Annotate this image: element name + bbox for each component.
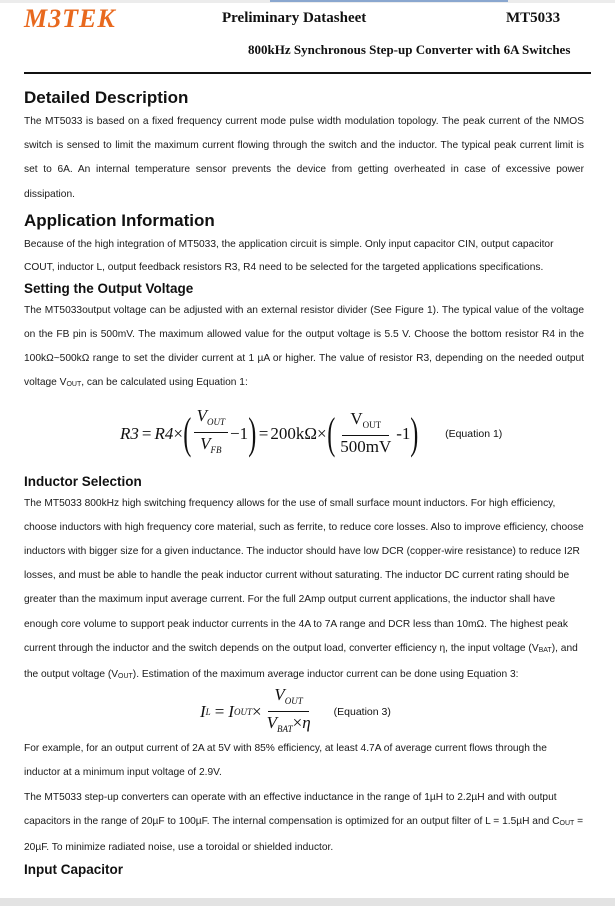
eq-symbol: R3 <box>120 423 139 443</box>
left-paren: ( <box>183 408 192 458</box>
scroll-indicator <box>270 0 508 2</box>
header-divider <box>24 72 591 74</box>
equation-3 <box>24 684 584 735</box>
numerator <box>342 409 389 436</box>
eq-symbol: R4 <box>154 423 174 443</box>
document-subtitle: 800kHz Synchronous Step-up Converter with 6A Switches <box>248 42 571 57</box>
eq-symbol: V <box>196 406 208 426</box>
text: , can be calculated using Equation 1: <box>81 377 248 389</box>
eq-symbol: η <box>302 712 311 732</box>
heading-detailed-description: Detailed Description <box>24 88 189 107</box>
subscript: FB <box>210 445 222 456</box>
text: = 20µF. To minimize radiated noise, use a toroidal or shielded inductor. <box>24 815 584 854</box>
fraction <box>337 409 394 458</box>
eq-symbol: V <box>274 684 285 704</box>
eq-symbol: I <box>200 702 206 722</box>
eq-symbol: = <box>258 423 269 443</box>
eq-symbol: V <box>200 434 211 454</box>
eq-symbol: -1 <box>396 423 411 443</box>
part-number: MT5033 <box>506 10 561 26</box>
page-content <box>24 86 584 880</box>
bottom-bar <box>0 898 615 906</box>
subscript: L <box>205 707 211 718</box>
subscript: BAT <box>276 723 293 734</box>
eq-symbol: −1 <box>230 423 249 443</box>
denominator <box>264 712 314 740</box>
equation-label: (Equation 1) <box>445 427 503 440</box>
text: The MT5033 800kHz high switching frequency allows for the use of small surface mount inductors. For high efficiency, choose inductors with high frequency core material, such as ferrite, to reduce core losses. Also to improve efficiency, choose inductors with bigger size for a given inductance. The inductor should have low DCR (copper-wire resistance) to reduce I2R losses, and must be able to handle the peak inductor current without saturating. The inductor DC current rating should be greater than the maximum input average current. For the full 2Amp output current applications, the inductor shall have enough core volume to support peak inductor currents in the 4A to 7A range and DCR less than 10mΩ. The highest peak current through the inductor and the switch depends on the output load, converter efficiency η, the input voltage (V <box>24 497 584 654</box>
subscript: OUT <box>233 707 252 718</box>
fraction <box>194 406 228 461</box>
right-paren: ) <box>248 408 257 458</box>
eq-symbol: V <box>350 409 363 429</box>
subscript: OUT <box>284 695 303 706</box>
text: ), and the output voltage (V <box>24 642 578 681</box>
left-paren: ( <box>326 408 335 458</box>
paragraph-setting-output-voltage <box>24 299 584 398</box>
eq-symbol: × <box>251 702 262 722</box>
document-title: Preliminary Datasheet <box>222 10 367 26</box>
eq-symbol: V <box>266 712 277 732</box>
text: The MT5033output voltage can be adjusted with an external resistor divider (See Figure 1). The typical value of the voltage on the FB pin is 500mV. The maximum allowed value for the output voltage is 5.5 V. Choose the bottom resistor R4 in the 100kΩ~500kΩ range to set the divider current at 1 µA or higher. The value of resistor R3, depending on the needed output voltage V <box>24 304 584 389</box>
company-logo: M3TEK <box>24 4 116 33</box>
denominator <box>197 433 224 461</box>
subscript: BAT <box>538 646 552 654</box>
numerator <box>268 685 308 712</box>
eq-symbol: = <box>214 702 225 722</box>
heading-inductor-selection: Inductor Selection <box>24 473 142 489</box>
right-paren: ) <box>410 408 419 458</box>
equation-1 <box>24 402 584 466</box>
fraction <box>264 685 314 740</box>
top-strip <box>0 0 615 3</box>
heading-application-information: Application Information <box>24 210 215 230</box>
heading-input-capacitor: Input Capacitor <box>24 862 124 878</box>
heading-setting-output-voltage: Setting the Output Voltage <box>24 280 194 296</box>
text: The MT5033 step-up converters can operate with an effective inductance in the range of 1µH to 2.2µH and with output capacitors in the range of 20µF to 100µF. The internal compensation is optimized for an output filter of L = 1.5µH and C <box>24 791 560 827</box>
eq-symbol: × <box>317 423 327 443</box>
subscript: OUT <box>362 420 382 431</box>
paragraph-application-information: Because of the high integration of MT5033, the application circuit is simple. Only input capacitor CIN, output capacitor COUT, inductor L, output feedback resistors R3, R4 need to be selected for the targeted applications specifications. <box>24 238 554 273</box>
denominator: 500mV <box>340 437 392 457</box>
paragraph-inductor-selection <box>24 492 584 690</box>
paragraph-inductor-example: For example, for an output current of 2A at 5V with 85% efficiency, at least 4.7A of average current flows through the inductor at a minimum input voltage of 2.9V. <box>24 743 547 779</box>
eq-symbol: = <box>141 423 152 443</box>
paragraph-inductor-range <box>24 786 584 861</box>
equation-label: (Equation 3) <box>333 706 391 719</box>
eq-symbol: × <box>292 712 303 732</box>
numerator <box>194 406 228 433</box>
subscript: OUT <box>118 673 133 681</box>
eq-symbol: 200kΩ <box>270 423 318 443</box>
text: ). Estimation of the maximum average inductor current can be done using Equation 3: <box>132 669 519 681</box>
subscript: OUT <box>559 819 575 827</box>
paragraph-detailed-description: The MT5033 is based on a fixed frequency current mode pulse width modulation topology. The peak current of the NMOS switch is sensed to limit the maximum current flowing through the switch and the inductor. The typical peak current limit is set to 6A. An internal temperature sensor prevents the device from getting overheated in case of excessive power dissipation. <box>24 116 584 200</box>
subscript: OUT <box>207 417 226 428</box>
eq-symbol: × <box>173 423 183 443</box>
eq-symbol: I <box>228 702 234 722</box>
subscript: OUT <box>66 381 82 389</box>
